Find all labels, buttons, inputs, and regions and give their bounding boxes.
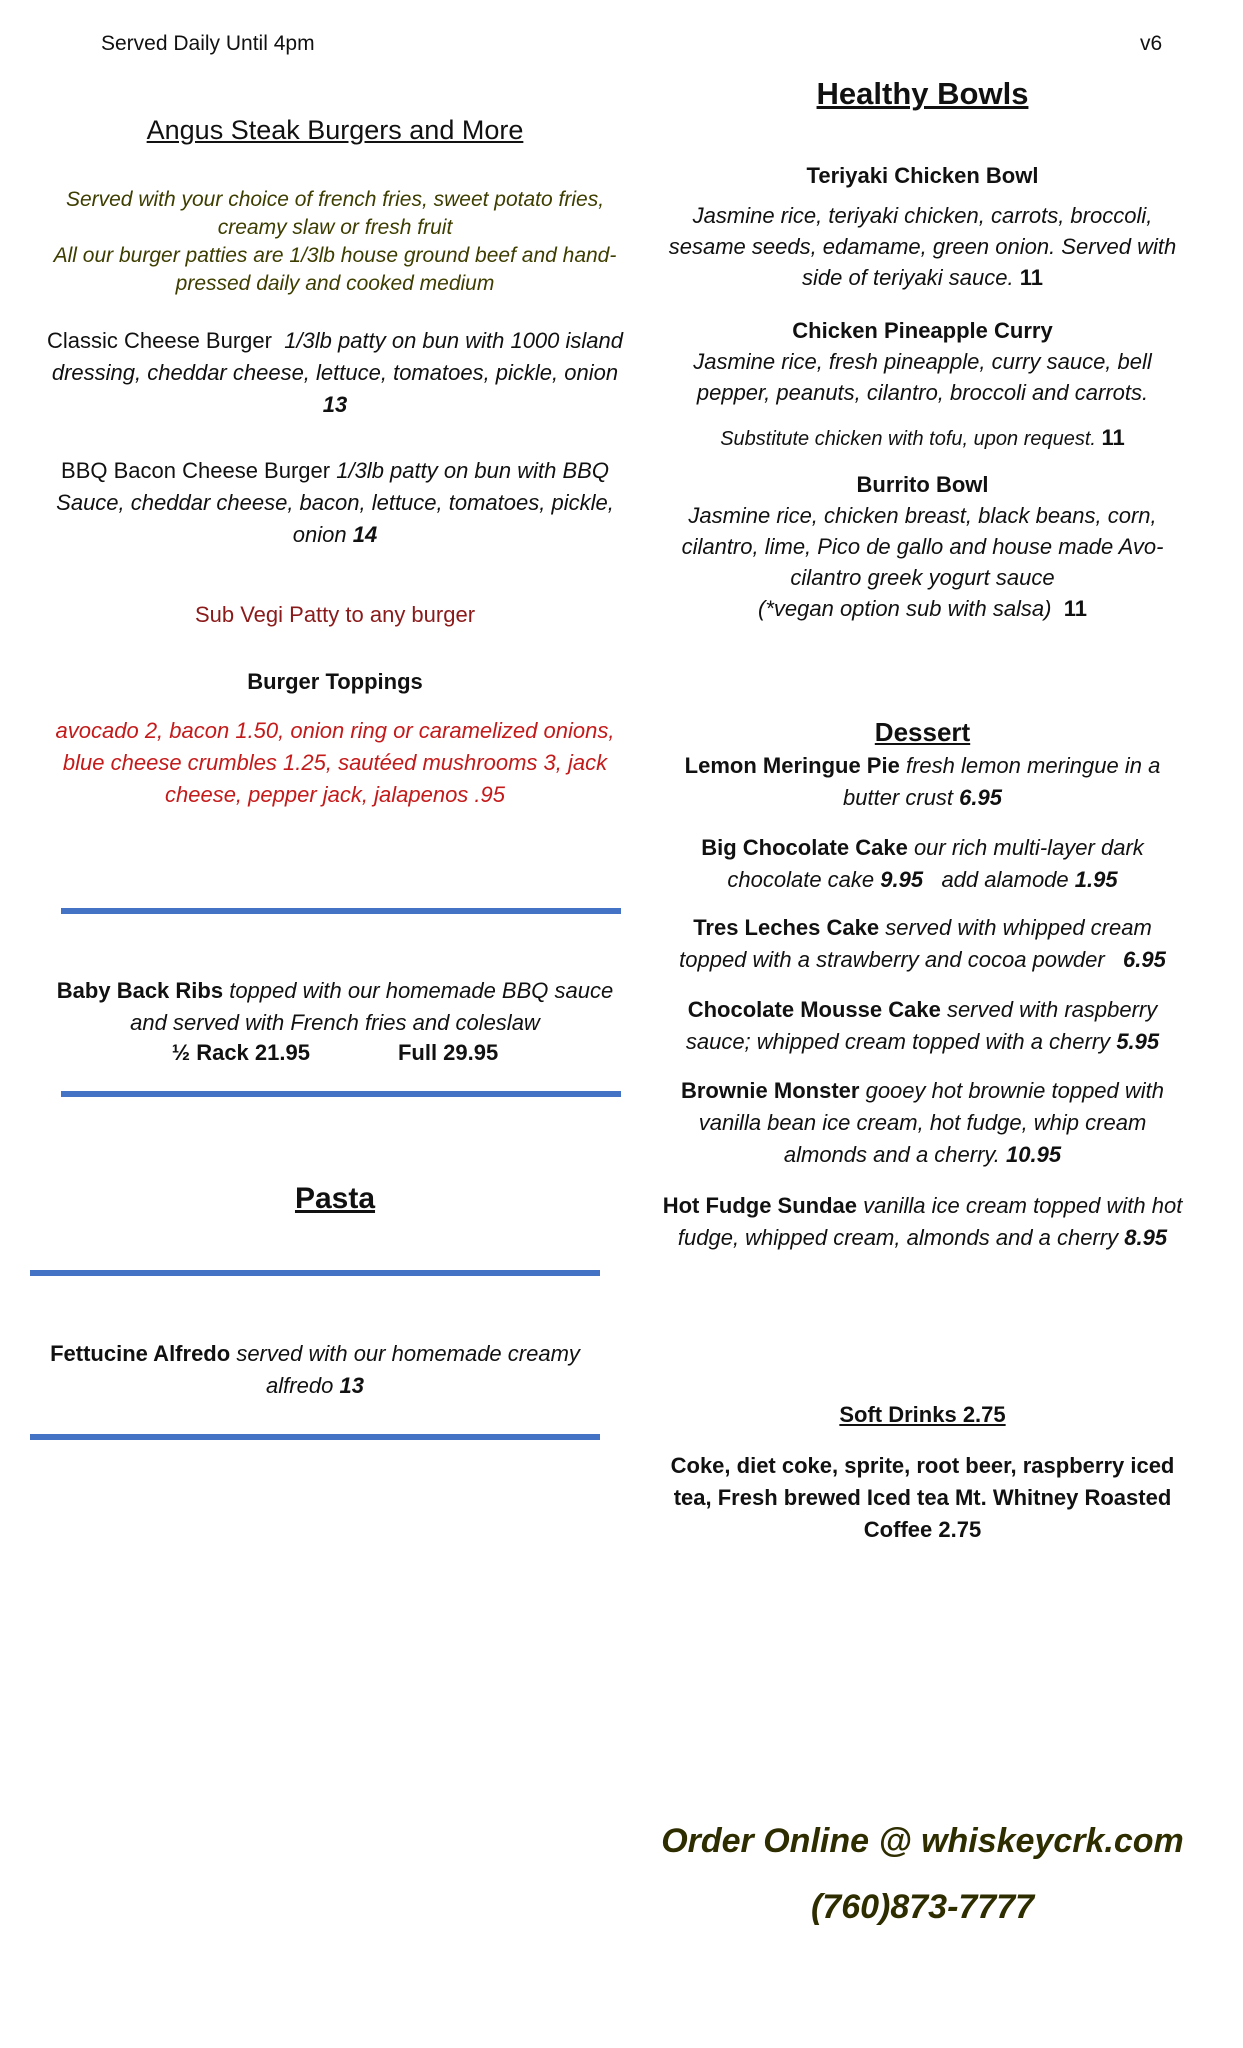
section-divider [61, 908, 621, 914]
menu-item [40, 455, 630, 551]
item-price: 6.95 [959, 785, 1002, 810]
dessert-item [660, 1075, 1185, 1171]
ribs-prices [40, 1040, 630, 1066]
section-divider [61, 1091, 621, 1097]
phone-number[interactable]: (760)873-7777 [810, 1888, 1035, 1926]
menu-item [40, 975, 630, 1039]
burgers-note [40, 186, 630, 298]
item-description: served with whipped cream topped with a strawberry and cocoa powder [679, 915, 1152, 972]
soft-drinks-list: Coke, diet coke, sprite, root beer, raspberry iced tea, Fresh brewed Iced tea Mt. Whitney Roasted Coffee 2.75 [670, 1453, 1175, 1542]
pasta-section-title: Pasta [294, 1182, 376, 1215]
vegan-option [660, 593, 1185, 624]
item-name: Chicken Pineapple Curry [792, 318, 1053, 343]
item-description [660, 500, 1185, 624]
item-name: Burrito Bowl [856, 472, 989, 497]
item-name: Hot Fudge Sundae [662, 1193, 858, 1218]
item-price: 13 [322, 392, 348, 417]
item-description: gooey hot brownie topped with vanilla bean ice cream, hot fudge, whip cream almonds and a cherry. [698, 1078, 1165, 1167]
soft-drinks-title: Soft Drinks 2.75 [839, 1402, 1006, 1427]
toppings-list: avocado 2, bacon 1.50, onion ring or caramelized onions, blue cheese crumbles 1.25, sautéed mushrooms 3, jack cheese, pepper jack, jalapenos .95 [55, 718, 615, 807]
dessert-item [660, 832, 1185, 896]
item-name: Teriyaki Chicken Bowl [806, 163, 1039, 188]
toppings-title: Burger Toppings [247, 669, 423, 694]
item-description: served with our homemade creamy alfredo [236, 1341, 580, 1398]
item-price: 5.95 [1116, 1029, 1160, 1054]
item-description [660, 200, 1185, 293]
item-description: 1/3lb patty on bun with BBQ Sauce, cheddar cheese, bacon, lettuce, tomatoes, pickle, onion [56, 458, 614, 547]
menu-version: v6 [1140, 32, 1163, 55]
item-name: Classic Cheese Burger [46, 328, 272, 353]
item-price: 8.95 [1124, 1225, 1168, 1250]
half-rack-price: ½ Rack 21.95 [171, 1040, 310, 1065]
served-hours: Served Daily Until 4pm [101, 32, 315, 55]
item-name: Lemon Meringue Pie [684, 753, 900, 778]
menu-item [30, 1338, 600, 1402]
dessert-item [660, 1190, 1185, 1254]
full-rack-price: Full 29.95 [397, 1040, 499, 1065]
item-price: 9.95 [880, 867, 924, 892]
item-name: Baby Back Ribs [56, 978, 224, 1003]
addon-label: add alamode [941, 867, 1069, 892]
vegi-patty-note: Sub Vegi Patty to any burger [194, 602, 476, 627]
item-price: 11 [1101, 425, 1125, 450]
item-price: 10.95 [1006, 1142, 1062, 1167]
item-name: Tres Leches Cake [693, 915, 880, 940]
item-name: Chocolate Mousse Cake [687, 997, 941, 1022]
tofu-substitute-note [660, 425, 1185, 451]
item-price: 11 [1019, 265, 1043, 290]
section-divider [30, 1270, 600, 1276]
item-name: Fettucine Alfredo [50, 1341, 231, 1366]
item-price: 14 [352, 522, 378, 547]
item-description-text: Jasmine rice, teriyaki chicken, carrots, broccoli, sesame seeds, edamame, green onion. Served with side of teriyaki sauce. [668, 203, 1177, 290]
section-divider [30, 1434, 600, 1440]
item-description: Jasmine rice, fresh pineapple, curry sauce, bell pepper, peanuts, cilantro, broccoli and carrots. [693, 349, 1152, 405]
vegan-option-text: (*vegan option sub with salsa) [758, 596, 1052, 621]
dessert-item [660, 994, 1185, 1058]
item-name: BBQ Bacon Cheese Burger [61, 458, 331, 483]
item-description: served with raspberry sauce; whipped cream topped with a cherry [685, 997, 1158, 1054]
order-online-link[interactable]: Order Online @ whiskeycrk.com [661, 1822, 1184, 1860]
dessert-section-title: Dessert [874, 717, 971, 747]
menu-item [40, 325, 630, 421]
item-description: our rich multi-layer dark chocolate cake [727, 835, 1144, 892]
item-name: Big Chocolate Cake [701, 835, 908, 860]
burgers-section-title: Angus Steak Burgers and More [146, 115, 524, 145]
item-price: 11 [1063, 596, 1087, 621]
item-description: fresh lemon meringue in a butter crust [843, 753, 1161, 810]
item-price: 13 [339, 1373, 364, 1398]
bowls-section-title: Healthy Bowls [816, 76, 1029, 111]
item-price: 6.95 [1123, 947, 1166, 972]
item-description-text: Jasmine rice, chicken breast, black beans, corn, cilantro, lime, Pico de gallo and house made Avo-cilantro greek yogurt sauce [681, 503, 1164, 590]
dessert-item [660, 750, 1185, 814]
dessert-item [660, 912, 1185, 976]
item-description: 1/3lb patty on bun with 1000 island dressing, cheddar cheese, lettuce, tomatoes, pickle, onion [51, 328, 624, 385]
addon-price: 1.95 [1074, 867, 1118, 892]
item-description: topped with our homemade BBQ sauce and served with French fries and coleslaw [130, 978, 614, 1035]
item-name: Brownie Monster [680, 1078, 860, 1103]
item-description: vanilla ice cream topped with hot fudge, whipped cream, almonds and a cherry [677, 1193, 1183, 1250]
burgers-note-text: Served with your choice of french fries, sweet potato fries, creamy slaw or fresh fruit All our burger patties are 1/3lb house ground beef and hand-pressed daily and cooked medium [53, 188, 617, 295]
substitute-text: Substitute chicken with tofu, upon request. [720, 428, 1096, 450]
